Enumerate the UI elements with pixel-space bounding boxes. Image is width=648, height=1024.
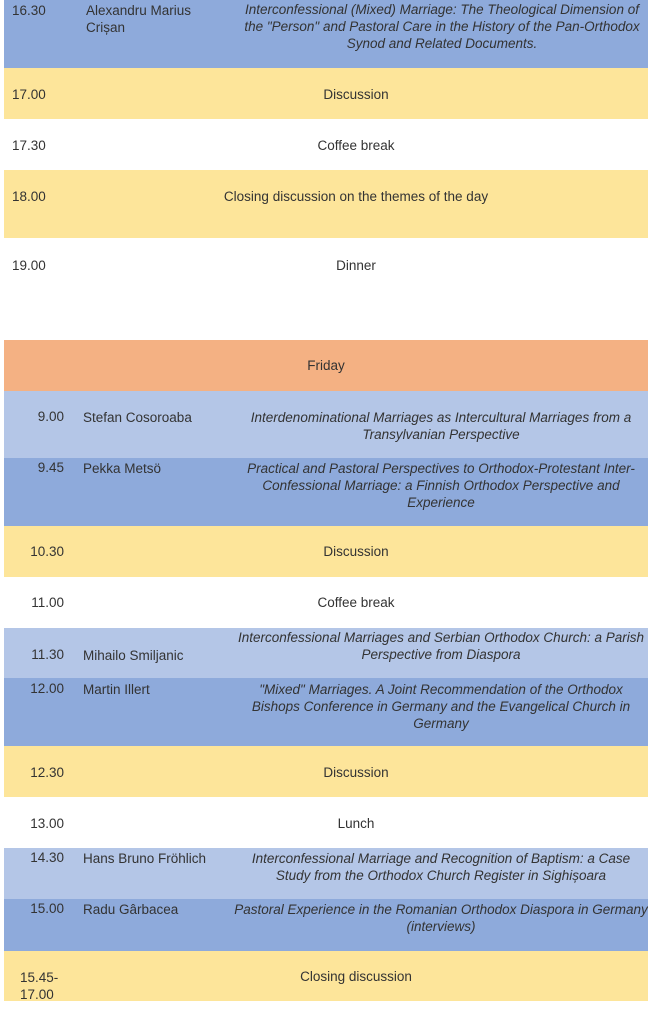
speaker-cell: Pekka Metsö — [83, 461, 162, 476]
event-cell: Closing discussion on the themes of the day — [223, 189, 489, 204]
event-cell: Dinner — [336, 258, 376, 273]
title-cell: Interdenominational Marriages as Intercultural Marriages from a Transylvanian Perspective — [250, 410, 632, 442]
speaker-cell: Radu Gârbacea — [83, 902, 179, 917]
time-cell: 9.00 — [37, 409, 64, 424]
time-cell: 11.30 — [31, 647, 64, 662]
title-cell: "Mixed" Marriages. A Joint Recommendation of the Orthodox Bishops Conference in Germany and the Evangelical Church in Germany — [251, 682, 631, 731]
title-cell: Interconfessional Marriages and Serbian Orthodox Church: a Parish Perspective from Diaspora — [238, 630, 644, 662]
time-cell: 9.45 — [37, 460, 64, 475]
time-cell: 17.30 — [12, 138, 46, 153]
table-row — [4, 391, 648, 458]
speaker-cell: Mihailo Smiljanic — [83, 648, 184, 663]
day-header — [4, 340, 648, 391]
title-cell: Interconfessional (Mixed) Marriage: The Theological Dimension of the "Person" and Pastoral Care in the History of the Pan-Orthodox Synod and Related Documents. — [244, 2, 640, 51]
title-cell: Practical and Pastoral Perspectives to Orthodox-Protestant Inter-Confessional Marriage: a Finnish Orthodox Perspective and Experience — [247, 461, 635, 510]
table-row — [4, 577, 648, 628]
table-row — [4, 526, 648, 577]
table-row — [4, 797, 648, 848]
speaker-cell: Martin Illert — [83, 682, 150, 697]
title-cell: Interconfessional Marriage and Recognition of Baptism: a Case Study from the Orthodox Church Register in Sighișoara — [251, 851, 631, 883]
table-row — [4, 0, 648, 68]
event-cell: Coffee break — [317, 595, 395, 610]
time-cell: 13.00 — [30, 816, 64, 831]
event-cell: Discussion — [323, 765, 389, 780]
event-cell: Discussion — [323, 544, 389, 559]
table-row — [4, 458, 648, 526]
time-cell: 10.30 — [30, 544, 64, 559]
table-row — [4, 746, 648, 797]
event-cell: Lunch — [337, 816, 375, 831]
speaker-cell: Hans Bruno Fröhlich — [83, 851, 207, 866]
table-row — [4, 119, 648, 170]
time-cell: 18.00 — [12, 189, 46, 204]
title-cell: Pastoral Experience in the Romanian Orthodox Diaspora in Germany (interviews) — [234, 902, 648, 934]
event-cell: Closing discussion — [300, 969, 412, 984]
time-cell: 11.00 — [31, 595, 64, 610]
table-row — [4, 951, 648, 1001]
table-row — [4, 848, 648, 899]
table-row — [4, 899, 648, 951]
speaker-cell: Stefan Cosoroaba — [83, 410, 192, 425]
table-row — [4, 170, 648, 238]
time-cell: 15.00 — [30, 901, 64, 916]
time-cell: 14.30 — [30, 850, 64, 865]
table-row — [4, 628, 648, 678]
event-cell: Discussion — [323, 87, 389, 102]
time-cell: 16.30 — [12, 3, 46, 18]
table-row — [4, 678, 648, 746]
table-row — [4, 238, 648, 340]
speaker-cell: Alexandru Marius Crișan — [86, 3, 192, 35]
time-cell: 17.00 — [12, 87, 46, 102]
table-row — [4, 68, 648, 119]
time-cell: 19.00 — [12, 258, 46, 273]
day-label: Friday — [307, 358, 345, 373]
time-cell: 15.45- 17.00 — [20, 970, 59, 1002]
event-cell: Coffee break — [317, 138, 395, 153]
time-cell: 12.30 — [30, 765, 64, 780]
time-cell: 12.00 — [30, 681, 64, 696]
